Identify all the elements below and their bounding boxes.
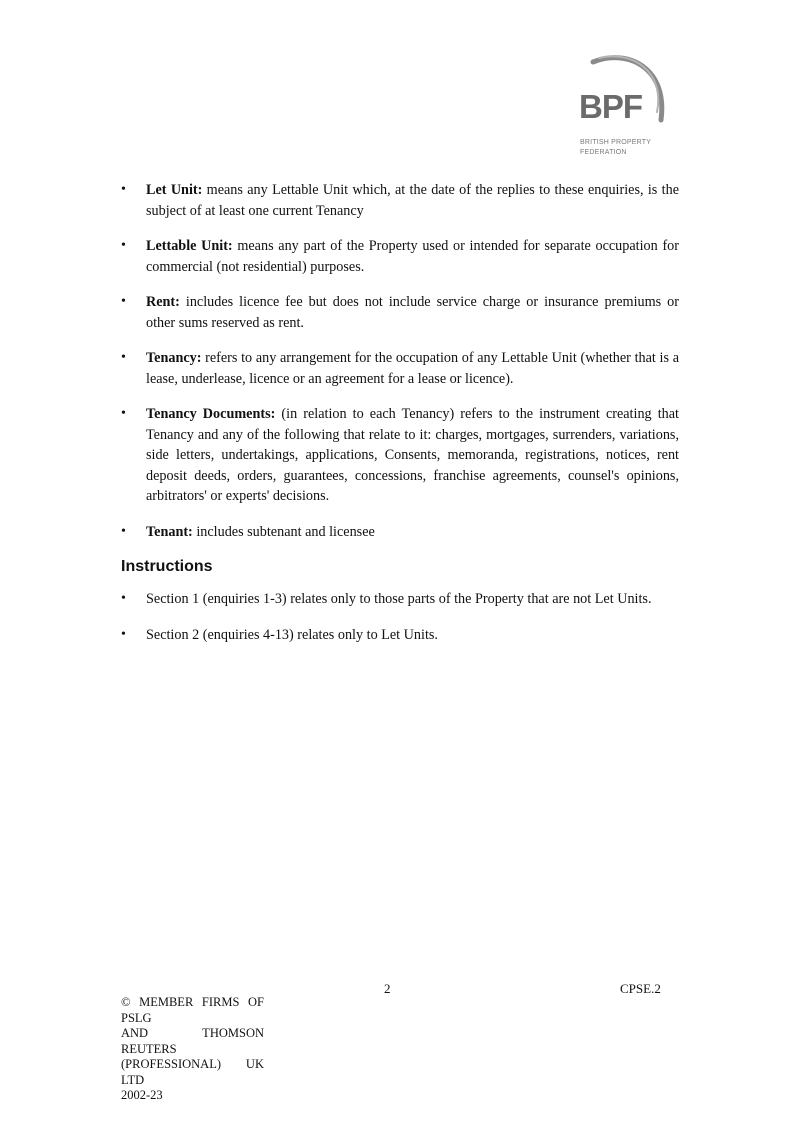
definition-term: Lettable Unit: [146,238,233,254]
definition-text: (in relation to each Tenancy) refers to the instrument creating that Tenancy and any of the following that relate to it: charges, mortgages, surrenders, variations, side letters, undertakings, applications, Consents, memoranda, registrations, notices, rent deposit deeds, orders, guarantees, concessions, franchise agreements, counsel's opinions, arbitrators' or experts' decisions. [146,406,679,504]
bullet-icon: • [121,523,126,539]
definition-term: Rent: [146,294,180,310]
copyright-line: (PROFESSIONAL) UK LTD [121,1057,264,1087]
bullet-icon: • [121,238,126,253]
bullet-icon: • [121,626,126,642]
definitions-list [121,180,679,542]
document-body [121,180,679,660]
logo-mark: BPF [579,88,642,125]
document-code: CPSE.2 [620,981,661,996]
definition-item [121,236,679,277]
instruction-item [121,589,679,610]
definition-item [121,292,679,333]
definition-item [121,180,679,221]
instruction-text: Section 2 (enquiries 4-13) relates only to Let Units. [146,626,438,643]
bullet-icon: • [121,406,126,421]
definition-term: Tenancy Documents: [146,406,276,422]
instructions-list [121,589,679,645]
definition-text: includes licence fee but does not include service charge or insurance premiums or other sums reserved as rent. [146,294,679,331]
copyright-notice [121,995,264,1104]
definition-item [121,522,679,543]
definition-text: means any part of the Property used or intended for separate occupation for commercial (not residential) purposes. [146,238,679,275]
definition-term: Let Unit: [146,182,203,198]
bullet-icon: • [121,591,126,606]
instructions-heading: Instructions [121,558,213,575]
instruction-text: Section 1 (enquiries 1-3) relates only to those parts of the Property that are not Let Units. [146,591,652,607]
definition-text: refers to any arrangement for the occupation of any Lettable Unit (whether that is a lease, underlease, licence or an agreement for a lease or licence). [146,350,679,387]
definition-text: includes subtenant and licensee [192,523,375,540]
bullet-icon: • [121,182,126,197]
definition-term: Tenant: [146,523,193,540]
bullet-icon: • [121,350,126,365]
definition-item [121,404,679,507]
logo-subtitle-line1: BRITISH PROPERTY [580,139,652,146]
bullet-icon: • [121,294,126,309]
instruction-item [121,625,679,646]
logo-subtitle [580,138,651,158]
copyright-line: 2002-23 [121,1088,163,1102]
copyright-line: AND THOMSON REUTERS [121,1026,264,1056]
definition-item [121,348,679,389]
bpf-logo [573,50,673,160]
copyright-line: © MEMBER FIRMS OF PSLG [121,995,264,1025]
logo-subtitle-line2: FEDERATION [580,149,627,156]
definition-text: means any Lettable Unit which, at the date of the replies to these enquiries, is the subject of at least one current Tenancy [146,182,679,219]
page-number: 2 [384,981,391,996]
definition-term: Tenancy: [146,350,202,366]
